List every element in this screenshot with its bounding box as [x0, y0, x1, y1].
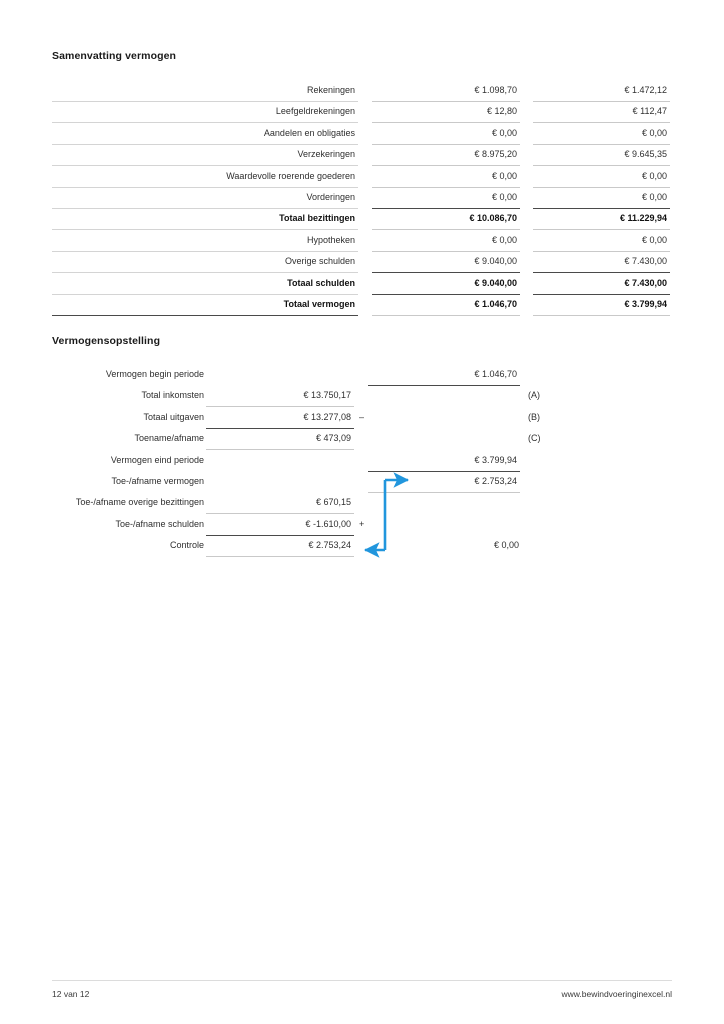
row-value-mid: € 2.753,24 [206, 537, 354, 557]
row-label: Totaal vermogen [52, 296, 358, 316]
table-row [0, 387, 724, 408]
row-value-mid: € -1.610,00 [206, 516, 354, 536]
page-footer [0, 980, 724, 1024]
table-row [0, 232, 724, 253]
row-label: Total inkomsten [141, 390, 204, 401]
table-samenvatting-vermogen [0, 82, 724, 317]
row-value-col1: € 12,80 [372, 103, 520, 123]
row-value-col2: € 3.799,94 [533, 296, 670, 316]
row-note-marker: (C) [528, 433, 541, 444]
row-operator-minus: – [359, 411, 365, 422]
row-note-marker: (B) [528, 411, 540, 422]
table-row [0, 253, 724, 274]
row-value-col2: € 0,00 [533, 168, 670, 188]
row-value-col1: € 1.046,70 [372, 296, 520, 316]
row-label: Aandelen en obligaties [52, 125, 358, 145]
row-label: Vermogen eind periode [110, 454, 204, 465]
row-label: Leefgeldrekeningen [52, 103, 358, 123]
table-row [0, 103, 724, 124]
row-value-col1: € 9.040,00 [372, 253, 520, 273]
row-label: Totaal bezittingen [52, 210, 358, 230]
row-value-right: € 3.799,94 [368, 452, 520, 472]
table-row [0, 494, 724, 515]
table-row [0, 168, 724, 189]
table-row [0, 189, 724, 210]
row-label: Verzekeringen [52, 146, 358, 166]
row-value-right: € 2.753,24 [368, 473, 520, 493]
row-value-col1: € 0,00 [372, 168, 520, 188]
row-value-col2: € 0,00 [533, 232, 670, 252]
section-heading-samenvatting: Samenvatting vermogen [52, 50, 177, 62]
row-value-right: € 1.046,70 [368, 366, 520, 386]
row-label: Controle [169, 540, 204, 551]
table-row [0, 125, 724, 146]
row-label: Rekeningen [52, 82, 358, 102]
row-value-col2: € 7.430,00 [533, 275, 670, 295]
row-value-col2: € 0,00 [533, 189, 670, 209]
row-label: Toe-/afname schulden [115, 518, 204, 529]
row-value-mid: € 473,09 [206, 430, 354, 450]
row-value-mid: € 13.277,08 [206, 409, 354, 429]
row-value-col1: € 9.040,00 [372, 275, 520, 295]
row-value-mid: € 13.750,17 [206, 387, 354, 407]
section-heading-vermogensopstelling: Vermogensopstelling [52, 335, 161, 347]
table-row [0, 452, 724, 473]
row-value-col2: € 11.229,94 [533, 210, 670, 230]
table-row [0, 409, 724, 430]
row-value-col1: € 0,00 [372, 189, 520, 209]
row-note-marker: (A) [528, 390, 540, 401]
table-row [0, 473, 724, 494]
row-value-mid: € 670,15 [206, 494, 354, 514]
row-value-col2: € 9.645,35 [533, 146, 670, 166]
row-label: Totaal uitgaven [143, 411, 204, 422]
row-label: Totaal schulden [52, 275, 358, 295]
row-operator-plus: + [359, 518, 365, 529]
table-row [0, 366, 724, 387]
row-value-col2: € 7.430,00 [533, 253, 670, 273]
row-value-control: € 0,00 [493, 540, 519, 551]
table-row-total [0, 275, 724, 296]
row-label: Vorderingen [52, 189, 358, 209]
footer-page-indicator: 12 van 12 [52, 989, 90, 999]
table-row-total [0, 210, 724, 231]
row-value-col1: € 8.975,20 [372, 146, 520, 166]
table-row-total [0, 296, 724, 317]
row-label: Vermogen begin periode [105, 369, 204, 379]
row-value-col2: € 1.472,12 [533, 82, 670, 102]
table-row [0, 516, 724, 537]
footer-website-link[interactable]: www.bewindvoeringinexcel.nl [561, 989, 672, 999]
row-value-col1: € 0,00 [372, 232, 520, 252]
row-value-col2: € 0,00 [533, 125, 670, 145]
row-label: Overige schulden [52, 253, 358, 273]
row-value-col1: € 10.086,70 [372, 210, 520, 230]
table-row [0, 82, 724, 103]
row-label: Waardevolle roerende goederen [52, 168, 358, 188]
table-row [0, 537, 724, 558]
row-value-col1: € 1.098,70 [372, 82, 520, 102]
table-vermogensopstelling [0, 366, 724, 559]
table-row [0, 146, 724, 167]
row-value-col1: € 0,00 [372, 125, 520, 145]
row-value-col2: € 112,47 [533, 103, 670, 123]
table-row [0, 430, 724, 451]
row-label: Toe-/afname overige bezittingen [75, 497, 204, 508]
footer-divider [52, 980, 672, 981]
row-label: Toename/afname [134, 433, 204, 444]
row-label: Hypotheken [52, 232, 358, 252]
row-label: Toe-/afname vermogen [111, 475, 204, 486]
